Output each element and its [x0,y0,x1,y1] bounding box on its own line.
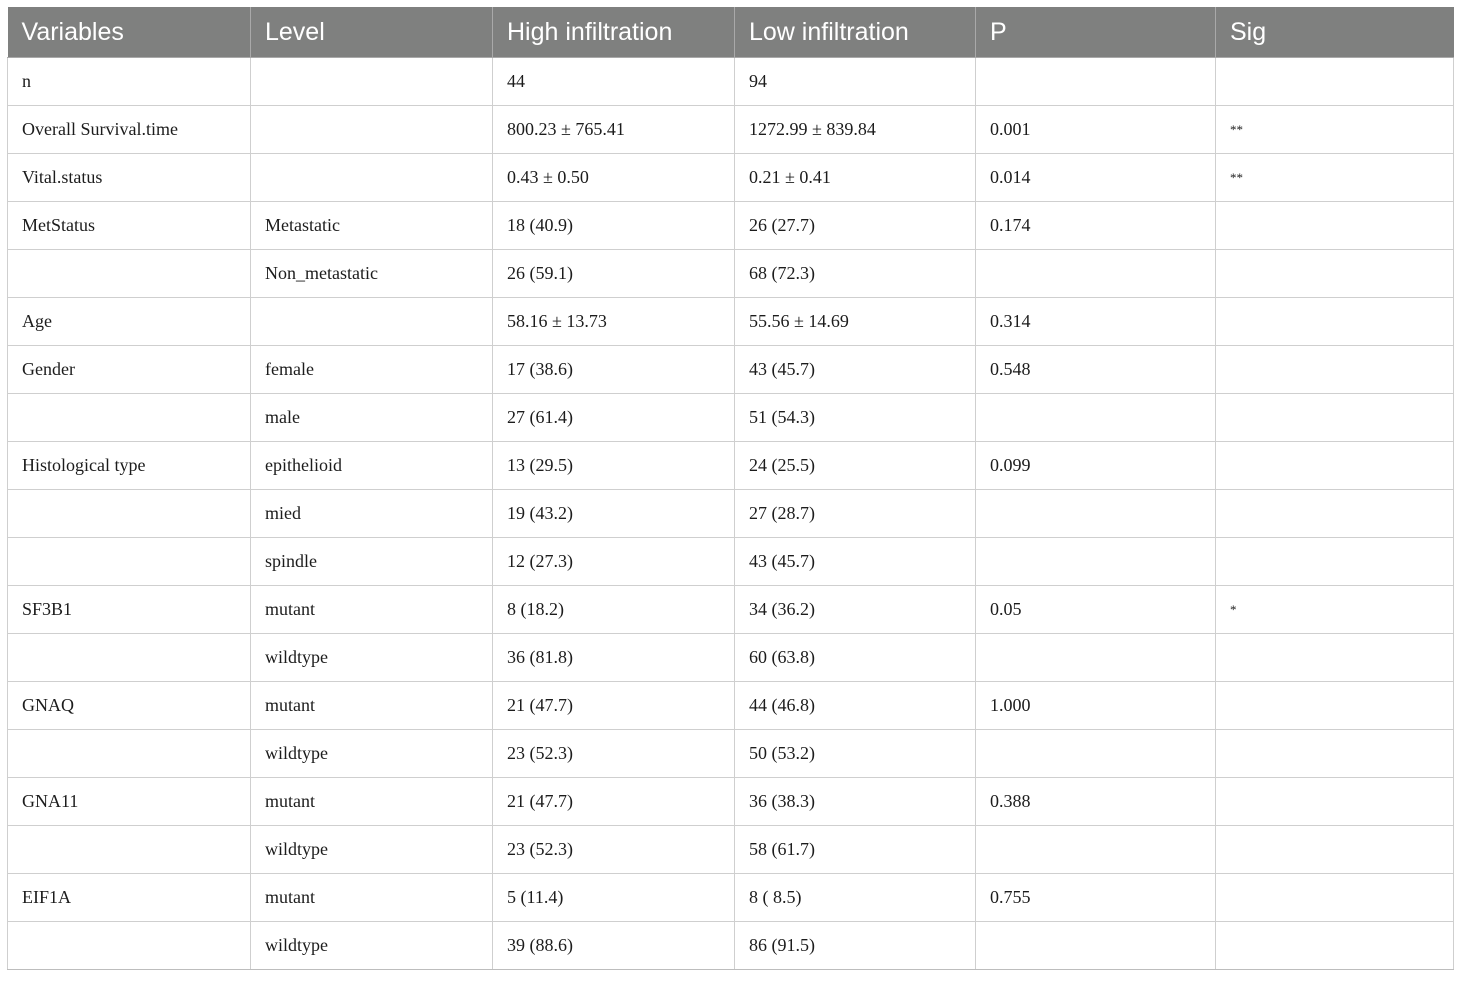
table-row [8,826,1454,874]
cell-sig [1216,490,1454,538]
cell-variable [8,394,251,442]
table-row [8,538,1454,586]
cell-low-infiltration: 43 (45.7) [735,538,976,586]
cell-sig [1216,346,1454,394]
cell-level: Metastatic [251,202,493,250]
cell-low-infiltration: 55.56 ± 14.69 [735,298,976,346]
cell-low-infiltration: 58 (61.7) [735,826,976,874]
table-row [8,922,1454,970]
cell-level [251,298,493,346]
cell-high-infiltration: 44 [493,58,735,106]
cell-sig [1216,298,1454,346]
cell-p-value [976,394,1216,442]
cell-low-infiltration: 68 (72.3) [735,250,976,298]
cell-level: mutant [251,874,493,922]
cell-sig [1216,58,1454,106]
cell-low-infiltration: 43 (45.7) [735,346,976,394]
cell-sig [1216,826,1454,874]
cell-low-infiltration: 36 (38.3) [735,778,976,826]
cell-p-value [976,58,1216,106]
cell-level [251,58,493,106]
cell-variable: Gender [8,346,251,394]
table-row [8,58,1454,106]
cell-sig [1216,682,1454,730]
cell-high-infiltration: 26 (59.1) [493,250,735,298]
cell-p-value [976,634,1216,682]
header-level: Level [251,7,493,58]
cell-p-value: 0.174 [976,202,1216,250]
cell-sig [1216,202,1454,250]
cell-p-value [976,490,1216,538]
table-header [8,7,1454,58]
cell-variable [8,826,251,874]
table-body [8,58,1454,970]
cell-low-infiltration: 94 [735,58,976,106]
cell-low-infiltration: 44 (46.8) [735,682,976,730]
cell-level: wildtype [251,634,493,682]
table-row [8,250,1454,298]
cell-p-value: 0.314 [976,298,1216,346]
cell-high-infiltration: 23 (52.3) [493,730,735,778]
data-table [7,7,1454,970]
table-row [8,394,1454,442]
cell-p-value [976,730,1216,778]
cell-low-infiltration: 60 (63.8) [735,634,976,682]
table-row [8,442,1454,490]
cell-variable: EIF1A [8,874,251,922]
cell-variable [8,730,251,778]
cell-level: female [251,346,493,394]
cell-low-infiltration: 34 (36.2) [735,586,976,634]
cell-sig [1216,442,1454,490]
cell-variable: Overall Survival.time [8,106,251,154]
cell-sig [1216,394,1454,442]
table-row [8,682,1454,730]
cell-high-infiltration: 58.16 ± 13.73 [493,298,735,346]
cell-p-value [976,538,1216,586]
table-row [8,154,1454,202]
cell-p-value [976,922,1216,970]
cell-level: epithelioid [251,442,493,490]
cell-variable: GNA11 [8,778,251,826]
cell-level [251,106,493,154]
table-row [8,346,1454,394]
table-row [8,490,1454,538]
data-table-container [7,7,1453,970]
cell-sig [1216,730,1454,778]
table-row [8,778,1454,826]
table-row [8,202,1454,250]
cell-sig [1216,874,1454,922]
cell-p-value: 0.548 [976,346,1216,394]
cell-p-value: 0.014 [976,154,1216,202]
cell-p-value [976,250,1216,298]
header-low-infiltration: Low infiltration [735,7,976,58]
cell-variable: Histological type [8,442,251,490]
header-variables: Variables [8,7,251,58]
cell-sig [1216,778,1454,826]
cell-low-infiltration: 86 (91.5) [735,922,976,970]
table-row [8,586,1454,634]
cell-variable [8,922,251,970]
cell-p-value: 0.001 [976,106,1216,154]
cell-variable: SF3B1 [8,586,251,634]
cell-level: male [251,394,493,442]
cell-level: mutant [251,682,493,730]
cell-variable [8,538,251,586]
table-row [8,298,1454,346]
cell-variable [8,490,251,538]
cell-sig: ** [1216,106,1454,154]
cell-p-value: 1.000 [976,682,1216,730]
cell-variable: Vital.status [8,154,251,202]
cell-low-infiltration: 27 (28.7) [735,490,976,538]
cell-sig: * [1216,586,1454,634]
header-high-infiltration: High infiltration [493,7,735,58]
cell-high-infiltration: 21 (47.7) [493,682,735,730]
cell-sig: ** [1216,154,1454,202]
cell-high-infiltration: 36 (81.8) [493,634,735,682]
cell-high-infiltration: 27 (61.4) [493,394,735,442]
cell-low-infiltration: 51 (54.3) [735,394,976,442]
cell-sig [1216,922,1454,970]
table-row [8,634,1454,682]
table-row [8,730,1454,778]
cell-variable: GNAQ [8,682,251,730]
cell-variable: n [8,58,251,106]
cell-sig [1216,538,1454,586]
cell-level: Non_metastatic [251,250,493,298]
cell-high-infiltration: 12 (27.3) [493,538,735,586]
cell-variable [8,250,251,298]
cell-sig [1216,250,1454,298]
cell-sig [1216,634,1454,682]
cell-high-infiltration: 39 (88.6) [493,922,735,970]
cell-low-infiltration: 1272.99 ± 839.84 [735,106,976,154]
cell-level [251,154,493,202]
cell-low-infiltration: 26 (27.7) [735,202,976,250]
cell-high-infiltration: 13 (29.5) [493,442,735,490]
cell-high-infiltration: 5 (11.4) [493,874,735,922]
cell-high-infiltration: 800.23 ± 765.41 [493,106,735,154]
cell-high-infiltration: 17 (38.6) [493,346,735,394]
cell-level: wildtype [251,730,493,778]
cell-p-value: 0.755 [976,874,1216,922]
header-sig: Sig [1216,7,1454,58]
cell-high-infiltration: 23 (52.3) [493,826,735,874]
cell-low-infiltration: 24 (25.5) [735,442,976,490]
table-row [8,106,1454,154]
cell-level: wildtype [251,922,493,970]
cell-level: wildtype [251,826,493,874]
cell-high-infiltration: 0.43 ± 0.50 [493,154,735,202]
cell-level: spindle [251,538,493,586]
cell-high-infiltration: 19 (43.2) [493,490,735,538]
cell-high-infiltration: 21 (47.7) [493,778,735,826]
cell-p-value: 0.388 [976,778,1216,826]
cell-p-value: 0.05 [976,586,1216,634]
cell-level: mutant [251,778,493,826]
cell-variable [8,634,251,682]
table-row [8,874,1454,922]
header-p: P [976,7,1216,58]
cell-high-infiltration: 18 (40.9) [493,202,735,250]
cell-p-value [976,826,1216,874]
cell-high-infiltration: 8 (18.2) [493,586,735,634]
cell-p-value: 0.099 [976,442,1216,490]
cell-low-infiltration: 50 (53.2) [735,730,976,778]
cell-variable: MetStatus [8,202,251,250]
cell-low-infiltration: 0.21 ± 0.41 [735,154,976,202]
cell-level: mied [251,490,493,538]
header-row [8,7,1454,58]
cell-low-infiltration: 8 ( 8.5) [735,874,976,922]
cell-level: mutant [251,586,493,634]
cell-variable: Age [8,298,251,346]
